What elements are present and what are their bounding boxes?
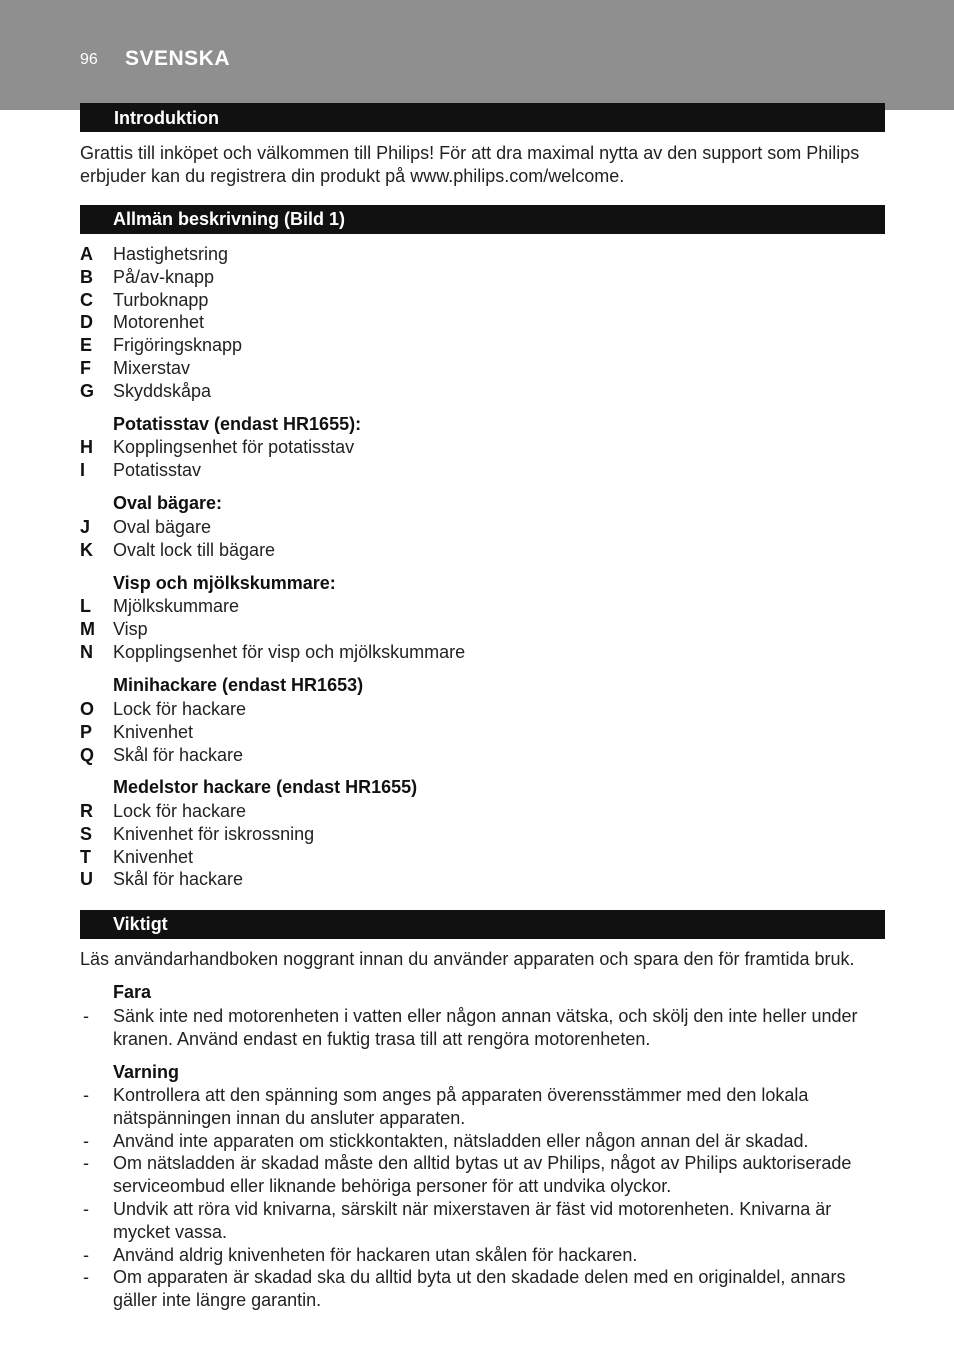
item-letter: M bbox=[80, 618, 95, 639]
group-title-mini-chopper: Minihackare (endast HR1653) bbox=[113, 675, 364, 695]
list-item bbox=[80, 1266, 885, 1312]
list-item bbox=[80, 641, 885, 664]
section-heading-text: Viktigt bbox=[113, 914, 168, 934]
item-letter: G bbox=[80, 380, 95, 401]
list-item bbox=[80, 436, 885, 459]
item-letter: U bbox=[80, 869, 93, 890]
item-label: Potatisstav bbox=[113, 459, 202, 480]
section-heading-text: Introduktion bbox=[114, 108, 219, 128]
section-heading-text: Allmän beskrivning (Bild 1) bbox=[113, 209, 346, 229]
item-label: Frigöringsknapp bbox=[113, 335, 243, 355]
item-letter: J bbox=[80, 517, 91, 537]
dash-marker: - bbox=[83, 1267, 89, 1288]
dash-marker: - bbox=[83, 1085, 89, 1105]
item-label: Skål för hackare bbox=[113, 869, 244, 890]
list-item bbox=[80, 698, 885, 721]
item-label: Knivenhet bbox=[113, 721, 194, 742]
item-letter: O bbox=[80, 699, 95, 719]
important-paragraph: Läs användarhandboken noggrant innan du använder apparaten och spara den för framtida bruk. bbox=[80, 949, 855, 969]
item-letter: S bbox=[80, 823, 93, 844]
list-item bbox=[80, 539, 885, 562]
group-title-oval-beaker: Oval bägare: bbox=[113, 493, 223, 513]
bullet-text: Använd inte apparaten om stickkontakten, nätsladden eller någon annan del är skadad. bbox=[113, 1130, 809, 1151]
item-label: Skål för hackare bbox=[113, 744, 244, 765]
parts-list-mini-chopper bbox=[80, 698, 885, 766]
list-item bbox=[80, 459, 885, 482]
item-letter: B bbox=[80, 266, 93, 287]
item-label: Ovalt lock till bägare bbox=[113, 539, 276, 560]
item-label: Skyddskåpa bbox=[113, 380, 212, 401]
dash-marker: - bbox=[83, 1198, 89, 1219]
parts-list-potato-masher bbox=[80, 436, 885, 482]
item-letter: H bbox=[80, 437, 93, 457]
list-item bbox=[80, 357, 885, 380]
item-letter: Q bbox=[80, 744, 95, 765]
item-letter: R bbox=[80, 801, 93, 821]
list-item bbox=[80, 1152, 885, 1198]
section-heading-general-description bbox=[80, 205, 885, 234]
item-letter: N bbox=[80, 641, 93, 662]
warning-title: Varning bbox=[113, 1062, 180, 1082]
group-title-potato-masher: Potatisstav (endast HR1655): bbox=[113, 414, 362, 434]
bullet-text: Undvik att röra vid knivarna, särskilt när mixerstaven är fäst vid motorenheten. Knivarna är mycket vassa. bbox=[113, 1198, 832, 1242]
dash-marker: - bbox=[83, 1130, 89, 1151]
bullet-text: Använd aldrig knivenheten för hackaren utan skålen för hackaren. bbox=[113, 1244, 638, 1265]
list-item bbox=[80, 266, 885, 289]
bullet-text: Sänk inte ned motorenheten i vatten eller någon annan vätska, och skölj den inte heller under kranen. Använd endast en fuktig trasa till att rengöra motorenheten. bbox=[113, 1006, 858, 1049]
item-letter: L bbox=[80, 596, 91, 616]
danger-list bbox=[80, 1005, 885, 1051]
item-letter: C bbox=[80, 289, 93, 310]
list-item bbox=[80, 868, 885, 891]
list-item bbox=[80, 823, 885, 846]
list-item bbox=[80, 380, 885, 403]
item-letter: E bbox=[80, 335, 93, 355]
item-label: Knivenhet för iskrossning bbox=[113, 823, 315, 844]
item-label: Hastighetsring bbox=[113, 244, 229, 264]
item-label: Motorenhet bbox=[113, 312, 205, 333]
bullet-text: Kontrollera att den spänning som anges på apparaten överensstämmer med den lokala nätspänningen innan du ansluter apparaten. bbox=[113, 1085, 809, 1128]
section-heading-important bbox=[80, 910, 885, 939]
item-letter: D bbox=[80, 312, 93, 333]
list-item bbox=[80, 800, 885, 823]
parts-list-whisk bbox=[80, 595, 885, 663]
list-item bbox=[80, 595, 885, 618]
item-label: Turboknapp bbox=[113, 289, 209, 310]
danger-title: Fara bbox=[113, 982, 152, 1002]
dash-marker: - bbox=[83, 1153, 89, 1174]
item-letter: P bbox=[80, 721, 93, 742]
item-label: Mixerstav bbox=[113, 357, 191, 378]
list-item bbox=[80, 744, 885, 767]
page-number: 96 bbox=[80, 51, 98, 68]
item-label: Lock för hackare bbox=[113, 699, 247, 719]
item-label: Lock för hackare bbox=[113, 801, 247, 821]
list-item bbox=[80, 721, 885, 744]
parts-list-main bbox=[80, 243, 885, 402]
item-letter: K bbox=[80, 539, 93, 560]
item-label: Mjölkskummare bbox=[113, 596, 240, 616]
list-item bbox=[80, 1005, 885, 1051]
item-label: Visp bbox=[113, 618, 148, 639]
section-heading-introduction bbox=[80, 103, 885, 132]
bullet-text: Om apparaten är skadad ska du alltid byta ut den skadade delen med en originaldel, annars gäller inte längre garantin. bbox=[113, 1267, 846, 1311]
list-item bbox=[80, 1130, 885, 1153]
list-item bbox=[80, 516, 885, 539]
item-letter: F bbox=[80, 357, 91, 378]
dash-marker: - bbox=[83, 1244, 89, 1265]
list-item bbox=[80, 334, 885, 357]
warning-list bbox=[80, 1084, 885, 1312]
item-label: Kopplingsenhet för potatisstav bbox=[113, 437, 355, 457]
item-letter: T bbox=[80, 846, 91, 867]
item-label: På/av-knapp bbox=[113, 266, 215, 287]
language-title: SVENSKA bbox=[125, 47, 231, 70]
list-item bbox=[80, 1244, 885, 1267]
parts-list-medium-chopper bbox=[80, 800, 885, 891]
list-item bbox=[80, 243, 885, 266]
group-title-medium-chopper: Medelstor hackare (endast HR1655) bbox=[113, 777, 418, 797]
list-item bbox=[80, 289, 885, 312]
item-letter: A bbox=[80, 244, 93, 264]
list-item bbox=[80, 618, 885, 641]
item-letter: I bbox=[80, 459, 86, 480]
item-label: Knivenhet bbox=[113, 846, 194, 867]
list-item bbox=[80, 846, 885, 869]
parts-list-oval-beaker bbox=[80, 516, 885, 562]
item-label: Oval bägare bbox=[113, 517, 212, 537]
list-item bbox=[80, 1084, 885, 1130]
bullet-text: Om nätsladden är skadad måste den alltid bytas ut av Philips, något av Philips auktoriserade serviceombud eller liknande behöriga personer för att undvika olyckor. bbox=[113, 1153, 852, 1197]
intro-paragraph: Grattis till inköpet och välkommen till Philips! För att dra maximal nytta av den support som Philips erbjuder kan du registrera din produkt på www.philips.com/welcome. bbox=[80, 143, 860, 186]
group-title-whisk: Visp och mjölkskummare: bbox=[113, 573, 336, 593]
dash-marker: - bbox=[83, 1006, 89, 1026]
item-label: Kopplingsenhet för visp och mjölkskummare bbox=[113, 641, 466, 662]
list-item bbox=[80, 311, 885, 334]
list-item bbox=[80, 1198, 885, 1244]
